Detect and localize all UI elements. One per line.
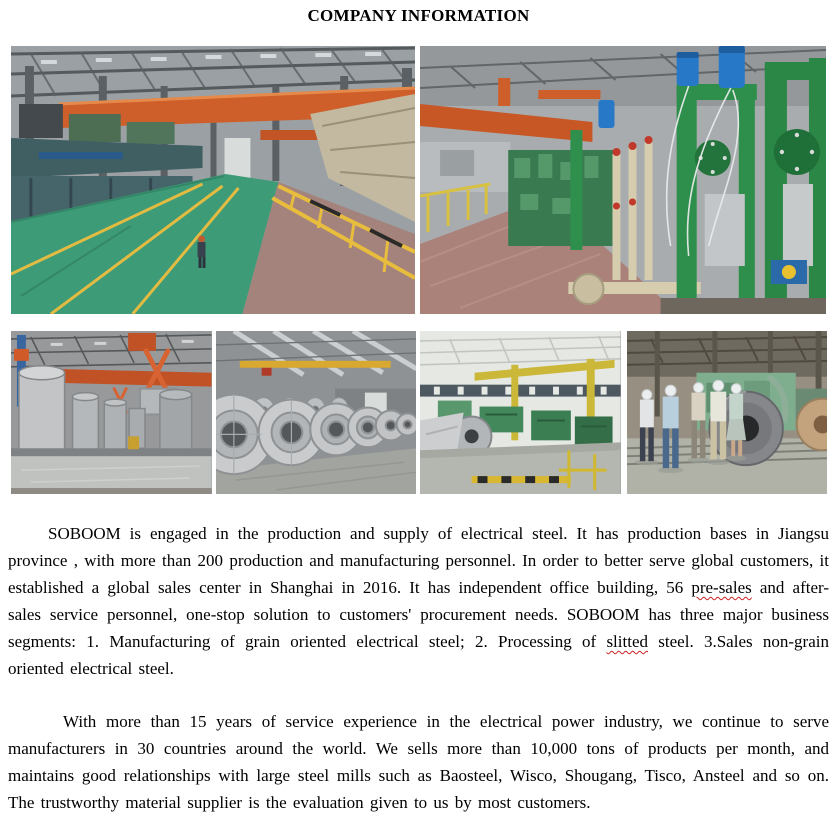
visitors-coil-photo — [627, 331, 828, 494]
spellcheck-word-slitted: slitted — [606, 632, 648, 651]
production-line-illustration — [420, 46, 826, 314]
slitting-line-photo — [420, 331, 621, 494]
company-paragraph-1 — [8, 520, 829, 682]
photo-row-small — [11, 331, 827, 494]
spellcheck-word-pre-sales: pre-sales — [691, 578, 752, 597]
visitors-coil-illustration — [627, 331, 828, 494]
photo-row-large — [11, 46, 826, 314]
paragraph-1-text-a: SOBOOM is engaged in the production and supply of electrical steel. It has production bases in Jiangsu province , with more than 200 production and manufacturing personnel. In order to better serve global customers, it established a global sales center in Shanghai in 2016. It has independent office building, 56 — [8, 524, 829, 597]
coil-warehouse-illustration — [216, 331, 417, 494]
annealing-furnaces-photo — [11, 331, 212, 494]
company-paragraph-2: With more than 15 years of service experience in the electrical power industry, we continue to serve manufacturers in 30 countries around the world. We sells more than 10,000 tons of products per month, and maintains good relationships with large steel mills such as Baosteel, Wisco, Shougang, Tisco, Ansteel and so on. The trustworthy material supplier is the evaluation given to us by most customers. — [8, 712, 829, 812]
worker-figure — [198, 236, 206, 269]
slitting-line-illustration — [420, 331, 621, 494]
coil-warehouse-photo — [216, 331, 417, 494]
production-line-photo — [420, 46, 826, 314]
paragraph-1-text-b: and after-sales service personnel, one-stop solution to customers' procurement needs. SOBOOM has three major business segments: 1. Manufacturing of grain oriented electrical steel; 2. Processing of — [8, 578, 829, 651]
page-title: COMPANY INFORMATION — [307, 6, 530, 25]
paragraph-1-text-c: steel. 3.Sales non-grain oriented electrical steel. — [8, 632, 829, 678]
factory-hall-photo — [11, 46, 415, 314]
annealing-furnaces-illustration — [11, 331, 212, 494]
factory-hall-illustration — [11, 46, 415, 314]
